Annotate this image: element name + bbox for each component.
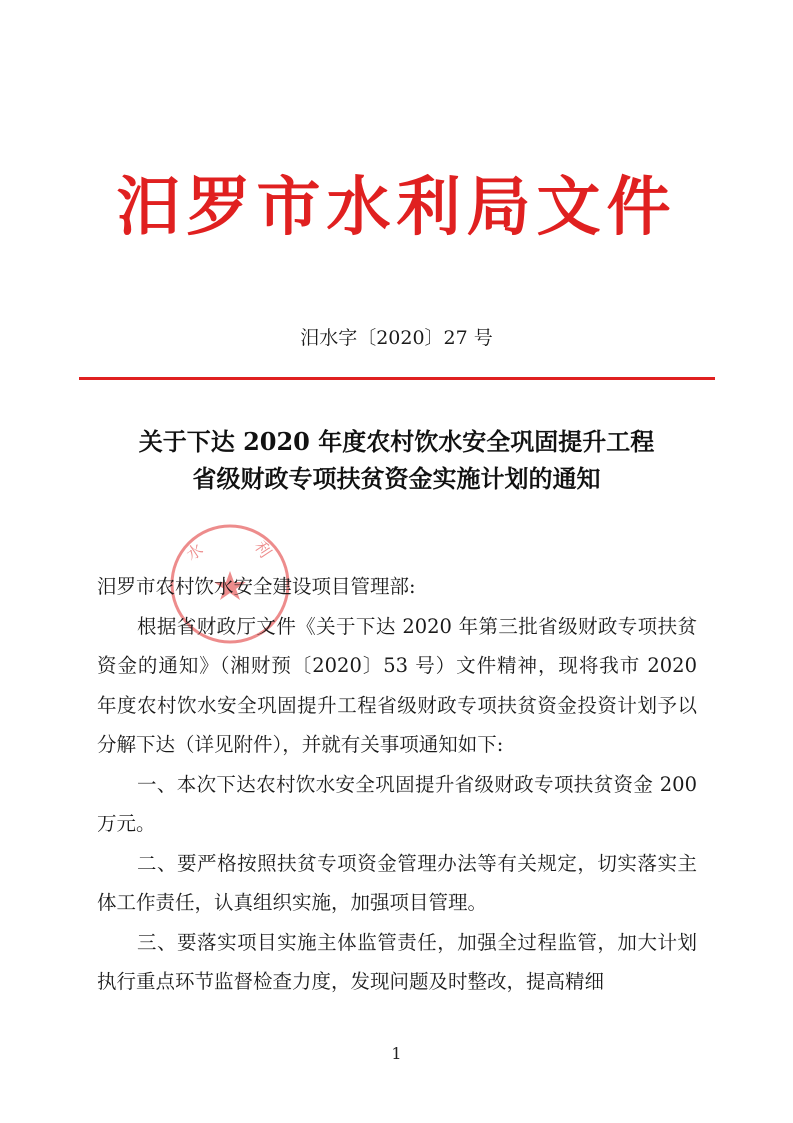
red-divider-line (79, 377, 715, 380)
body-paragraph: 一、本次下达农村饮水安全巩固提升省级财政专项扶贫资金 200 万元。 (97, 772, 697, 835)
notice-title (0, 423, 793, 497)
page-number: 1 (391, 1044, 402, 1063)
notice-title-line-2: 省级财政专项扶贫资金实施计划的通知 (192, 464, 601, 493)
body-paragraph: 三、要落实项目实施主体监管责任，加强全过程监管，加大计划执行重点环节监督检查力度，发现问题及时整改，提高精细 (97, 930, 697, 993)
body-paragraph: 二、要严格按照扶贫专项资金管理办法等有关规定，切实落实主体工作责任，认真组织实施，加强项目管理。 (97, 851, 697, 914)
addressee-line: 汨罗市农村饮水安全建设项目管理部: (97, 575, 416, 598)
body-paragraph: 根据省财政厅文件《关于下达 2020 年第三批省级财政专项扶贫资金的通知》（湘财预〔2020〕53 号）文件精神，现将我市 2020 年度农村饮水安全巩固提升工程省级财政专项扶贫资金投资计划予以分解下达（详见附件），并就有关事项通知如下: (97, 614, 697, 756)
notice-title-line-1: 关于下达 2020 年度农村饮水安全巩固提升工程 (138, 427, 655, 456)
seal-text: 水 利 (182, 526, 288, 580)
agency-header-title: 汨罗市水利局文件 (116, 170, 677, 245)
document-number: 汨水字〔2020〕27 号 (300, 327, 493, 349)
document-body (97, 567, 697, 1002)
